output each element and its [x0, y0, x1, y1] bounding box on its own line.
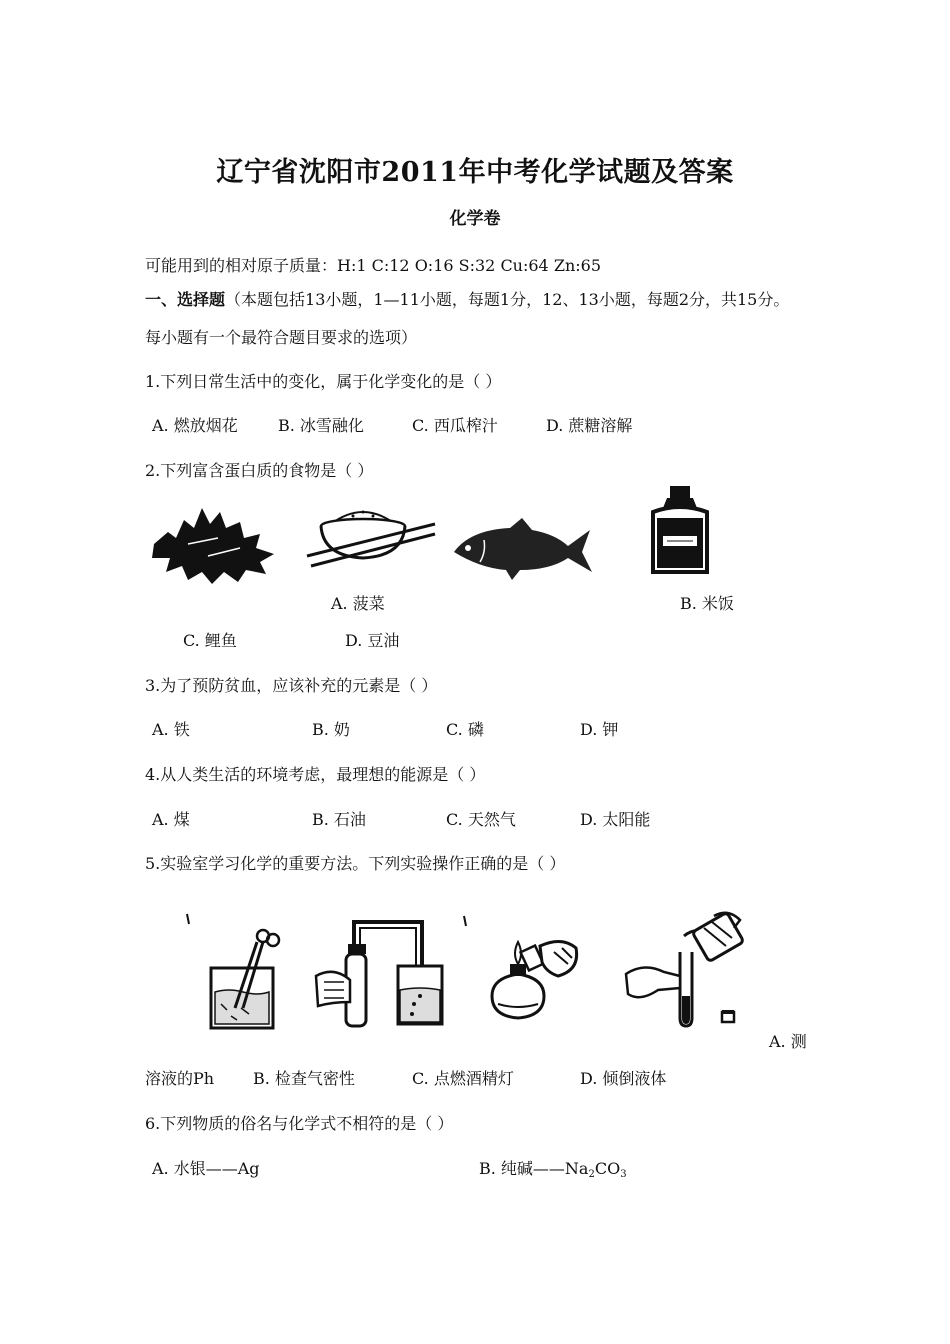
q4-stem: 4.从人类生活的环境考虑，最理想的能源是（ ） — [145, 765, 486, 784]
page-title: 辽宁省沈阳市2011年中考化学试题及答案 — [216, 157, 734, 188]
q2-option-b: B. 米饭 — [680, 594, 734, 613]
q3-option-a: A. 铁 — [152, 720, 190, 739]
q3-option-c: C. 磷 — [446, 720, 484, 739]
q2-option-c: C. 鲤鱼 — [183, 631, 237, 650]
q4-option-a: A. 煤 — [152, 810, 190, 829]
spinach-image — [148, 498, 278, 586]
q1-option-c: C. 西瓜榨汁 — [412, 416, 498, 435]
q4-option-b: B. 石油 — [312, 810, 366, 829]
q5-option-a-part2: 溶液的Ph — [145, 1069, 215, 1088]
q1-option-b: B. 冰雪融化 — [278, 416, 364, 435]
q5-option-d: D. 倾倒液体 — [580, 1069, 667, 1088]
q6-option-a: A. 水银——Ag — [152, 1159, 260, 1178]
section-1-desc-line2: 每小题有一个最符合题目要求的选项） — [145, 328, 418, 347]
q4-option-c: C. 天然气 — [446, 810, 516, 829]
section-1-desc-line1: （本题包括13小题，1—11小题，每题1分，12、13小题，每题2分，共15分。 — [225, 290, 790, 309]
rice-bowl-image — [303, 494, 437, 572]
q1-stem: 1.下列日常生活中的变化，属于化学变化的是（ ） — [145, 372, 502, 391]
pour-liquid-image — [618, 906, 746, 1028]
ph-test-image — [183, 912, 293, 1032]
q6-option-b: B. 纯碱$——Na_2CO_3$ — [479, 1159, 627, 1180]
q5-option-b: B. 检查气密性 — [253, 1069, 355, 1088]
q5-option-c: C. 点燃酒精灯 — [412, 1069, 514, 1088]
soy-oil-bottle-image — [643, 484, 717, 578]
q1-option-d: D. 蔗糖溶解 — [546, 416, 633, 435]
section-1-intro — [145, 287, 789, 310]
atomic-masses: 可能用到的相对原子质量：H:1 C:12 O:16 S:32 Cu:64 Zn:65 — [145, 256, 601, 275]
page-subtitle: 化学卷 — [449, 209, 501, 229]
q5-stem: 5.实验室学习化学的重要方法。下列实验操作正确的是（ ） — [145, 854, 566, 873]
q3-option-d: D. 钾 — [580, 720, 619, 739]
q6-stem: 6.下列物质的俗名与化学式不相符的是（ ） — [145, 1114, 454, 1133]
q5-option-a-part1: A. 测 — [769, 1032, 807, 1051]
q3-stem: 3.为了预防贫血，应该补充的元素是（ ） — [145, 676, 438, 695]
carp-fish-image — [450, 510, 595, 582]
q3-option-b: B. 奶 — [312, 720, 350, 739]
q2-option-d: D. 豆油 — [345, 631, 400, 650]
air-tightness-check-image — [310, 910, 445, 1032]
section-1-heading: 一、选择题 — [145, 290, 226, 309]
light-alcohol-lamp-image — [458, 912, 598, 1022]
q1-option-a: A. 燃放烟花 — [152, 416, 238, 435]
q2-option-a: A. 菠菜 — [331, 594, 385, 613]
q4-option-d: D. 太阳能 — [580, 810, 651, 829]
q2-stem: 2.下列富含蛋白质的食物是（ ） — [145, 461, 374, 480]
